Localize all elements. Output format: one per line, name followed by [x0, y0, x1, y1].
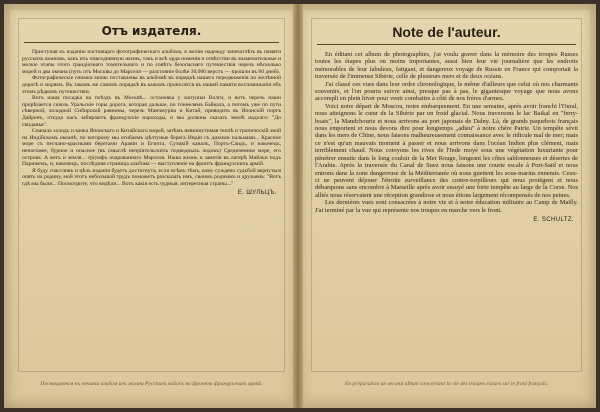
footnote: Посвящается къ печати альбом изъ жизни Русскихъ войскъ на фронтѣ французскихъ армій.: [40, 381, 263, 388]
right-page: [303, 10, 590, 402]
page-title: Отъ издателя.: [101, 24, 202, 38]
signature: Е. ШУЛЬЦЪ.: [237, 190, 277, 197]
paragraph: Приступая къ изданію настоящаго фотографическаго альбома, я желію надежду запечатлѣть въ памяти русскихъ воиновъ, какъ ихъ повседневную жизнь, такъ и всѣ ордя номенія и отвѣтстви въ знаменательные и мелкіе этапы этого грандіознаго томительнаго и по совѣтъ безопаснаго путешествія черезъ нѣсколько морей и два океана (путь отъ Москвы до Марселя — разстояніе болѣе 30,000 верстъ — прошли въ 80 дней).: [22, 49, 281, 75]
signature: E. SCHULTZ.: [533, 216, 574, 223]
paragraph: Фотографическіе снимки мною поставлены въ альбомѣ въ порядкѣ нашего передвиженія по желѣзной дорогѣ и морямъ. Въ такомъ же самомъ порядкѣ въ кажомъ проносятся въ нашей памяти воспоминанія объ этомъ рѣдкомъ путешествіи.: [22, 75, 281, 95]
title-rule: [24, 42, 279, 43]
paragraph: Сначала холодъ и качка Японскаго и Китайскаго морей, затѣмъ невиннутимая теплѣ и тропическій зной на Индійскомъ океанѣ, по которому мы огибаемъ цѣлтуные берега Индіи съ дикими пальмами... Красное море съ песчано-красными берегами Аравіи и Египта, Суэцкій каналъ, Портъ-Саидъ, и наконецъ, непогожее, бурное и опасное (въ смыслѣ непріятельскихъ подводныхъ лодокъ) Средиземное море, его острова. А вотъ и земля... тріумфъ очарованнаго Марселя. Наша жизнь и занятія въ лагерѣ Майльи подъ Парижемъ, и, наконецъ, послѣдняя страница альбома — выступленіе на фронтъ французскихъ армій.: [22, 128, 281, 168]
preface-body: [315, 51, 578, 214]
paragraph: Вотъ наша посадка на поѣздъ въ Москвѣ... остановка у матушки Волги, и вотъ черезъ наши прорѣзается сквозь Уральскіе горы дорога, которая дальше, по тоннелямъ Байкала, а потомъ уже по пути сѣверной, холодной Сибирской равнины, черезъ Манчжурію и Китай, приводить въ Японскій портъ Дайренъ, откуда насъ забираютъ французскіе пароходы, и мы должны сказать землѣ надолго: "До свиданья".: [22, 95, 281, 128]
page-title: Note de l'auteur.: [392, 24, 501, 40]
paragraph: Les dernières vues sont consacrées à notre vie et à notre éducation militaire au Camp de Mailly. J'ai terminé par la vue qui représente nos troupes en marche vers le front.: [315, 199, 578, 214]
book-gutter: [293, 4, 303, 408]
paragraph: Я буду счастливъ и цѣль изданія будетъ достигнута, если всѣмъ тѣмъ, кому суждено судьбой вернуться опять на родину, мой этотъ небольшой трудъ поможетъ разсказать имъ, своимъ роднымъ и друзьямъ: "Вотъ гдѣ мы были... Посмотрите, что видѣли... Вотъ какія есть чудныя, интересныя страны...": [22, 167, 281, 187]
paragraph: J'ai classé ces vues dans leur ordre chronologique, le même d'ailleurs que celui où nos charmants souvenirs, et l'on pourra suivre ainsi, presque pas à pas, le gigantesque voyage que nous avons accompli en plein hiver pour venir combattre à côté de nos frères d'armes.: [315, 80, 578, 103]
paragraph: Voici notre départ de Moscou, notre embarquement. En une semaine, après avoir franchi l'Oural, nous atteignons le cœur de la Sibérie par un froid glacial. Nous traversons le lac Baikal en "ferry-boats", la Mandchourie et nous arrivons au port japonais de Dalny. Là, de grands paquebots français nous emportent et nous devons dire pour longtemps „adieu" à notre chère Patrie. Un tempête sévit dans les mers de Chine, nous faisons malheureusement connaissance avec le ridicule mal de mer; mais ce n'est qu'un mauvais moment à passer et nous arrivons dans l'océan Indien plus clément, mais terriblement chaud. Nous cotoyons les rives de l'Inde moyé sous une végétation luxuriante pour pénétrer ensuite dans le long couloir de la Mer Rouge, longeant les côtes sablonneuses et désertes de l'Arabie. Après la traversée du Canal de Suez nous faisons une courte escale à Port-Saïd et nous entrons dans la zone dangereuse de la Méditerranée où nous guettent les sous-marins ennemis. Ceux-ci ne peuvent déjouer l'étroite surveillance des contre-torpilleurs qui nous protègent et nous débarquons sans encombre à Marseille après avoir essuyé une forte tempête au large de la Corse. Nos alliés nous réservaient une réception grandiose et nous étions largement récompensés de nos peines.: [315, 102, 578, 199]
preface-body: [22, 49, 281, 187]
title-rule: [317, 44, 576, 45]
footnote: En préparation un second album concernant la vie des troupes russes sur le front français.: [344, 381, 549, 388]
paragraph: En éditant cet album de photographies, j'ai voulu graver dans la mémoire des troupes Russes toutes les étapes plus ou moins importantes, aussi bien leur vie journalière que les endroits mémorables de leur fabuleux, fatigant, et dangereux voyage de Russie en France qui comportait la traversée de l'immense Sibérie, celle de plusieurs mers et de deux océans.: [315, 51, 578, 81]
left-page: [10, 10, 293, 402]
album-spread: [4, 4, 596, 408]
